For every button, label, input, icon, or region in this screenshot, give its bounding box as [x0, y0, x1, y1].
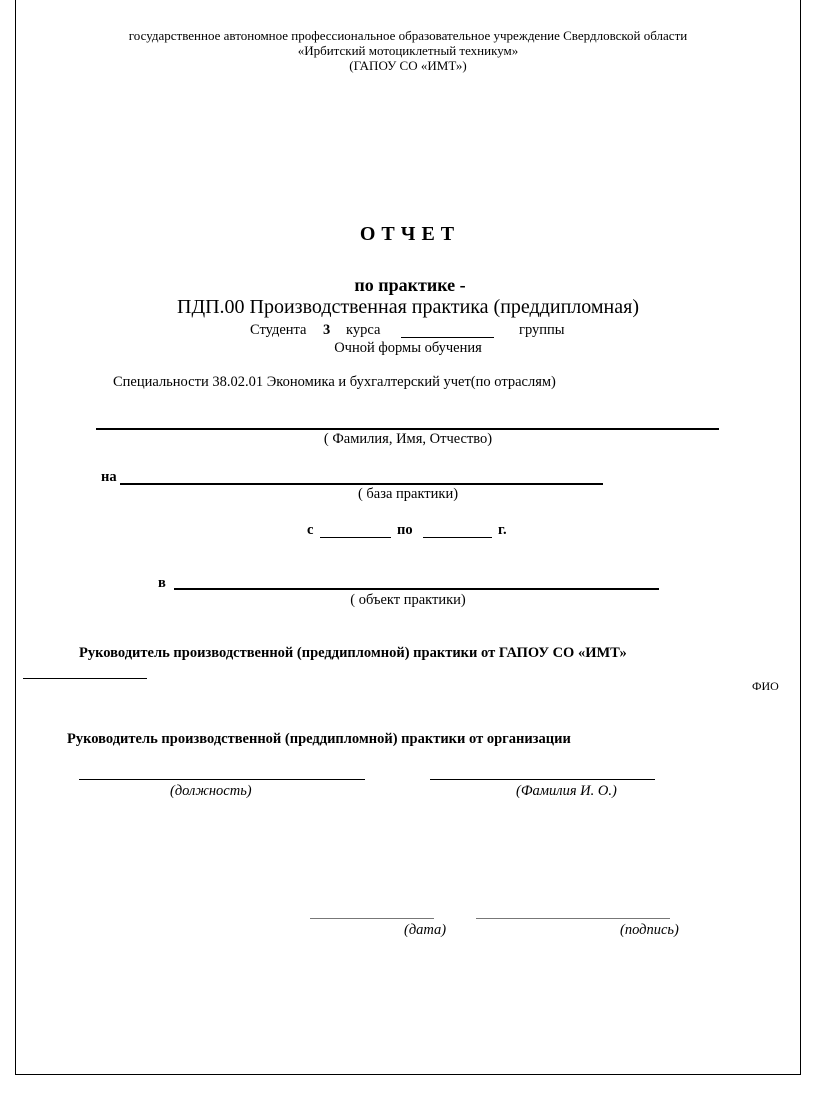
base-underline	[120, 483, 603, 485]
signature-underline	[476, 918, 670, 919]
student-label: Студента	[250, 322, 307, 338]
supervisor-org-text: Руководитель производственной (преддипломной) практики от организации	[67, 731, 571, 747]
name-caption: (Фамилия И. О.)	[516, 783, 617, 799]
object-prefix: в	[158, 575, 166, 591]
supervisor-college-fio: ФИО	[752, 679, 779, 693]
header-abbreviation: (ГАПОУ СО «ИМТ»)	[349, 58, 467, 73]
name-underline	[430, 779, 655, 780]
supervisor-college-text: Руководитель производственной (преддипломной) практики от ГАПОУ СО «ИМТ»	[79, 645, 627, 661]
object-underline	[174, 588, 659, 590]
supervisor-college-underline	[23, 678, 147, 679]
period-to-underline	[423, 537, 492, 538]
practice-name: ПДП.00 Производственная практика (преддипломная)	[177, 296, 639, 318]
object-caption: ( объект практики)	[350, 592, 466, 608]
period-to-label: по	[397, 522, 413, 538]
specialty: Специальности 38.02.01 Экономика и бухгалтерский учет(по отраслям)	[113, 374, 556, 390]
base-caption: ( база практики)	[357, 486, 459, 502]
date-underline	[310, 918, 434, 919]
course-number: 3	[323, 322, 331, 338]
signature-caption: (подпись)	[620, 922, 679, 938]
date-caption: (дата)	[404, 922, 447, 938]
group-underline	[401, 337, 494, 338]
period-year-label: г.	[498, 522, 507, 538]
period-from-label: с	[307, 522, 314, 538]
course-label: курса	[346, 322, 381, 338]
position-underline	[79, 779, 365, 780]
header-institution: государственное автономное профессиональное образовательное учреждение Свердловской области	[128, 28, 688, 43]
base-prefix: на	[101, 469, 117, 485]
report-subtitle: по практике -	[354, 275, 466, 295]
fio-caption: ( Фамилия, Имя, Отчество)	[323, 431, 493, 447]
report-title: ОТЧЕТ	[359, 223, 461, 245]
study-form: Очной формы обучения	[334, 340, 482, 356]
header-college-name: «Ирбитский мотоциклетный техникум»	[297, 43, 519, 58]
position-caption: (должность)	[170, 783, 252, 799]
group-label: группы	[519, 322, 565, 338]
period-from-underline	[320, 537, 391, 538]
fio-underline	[96, 428, 719, 430]
